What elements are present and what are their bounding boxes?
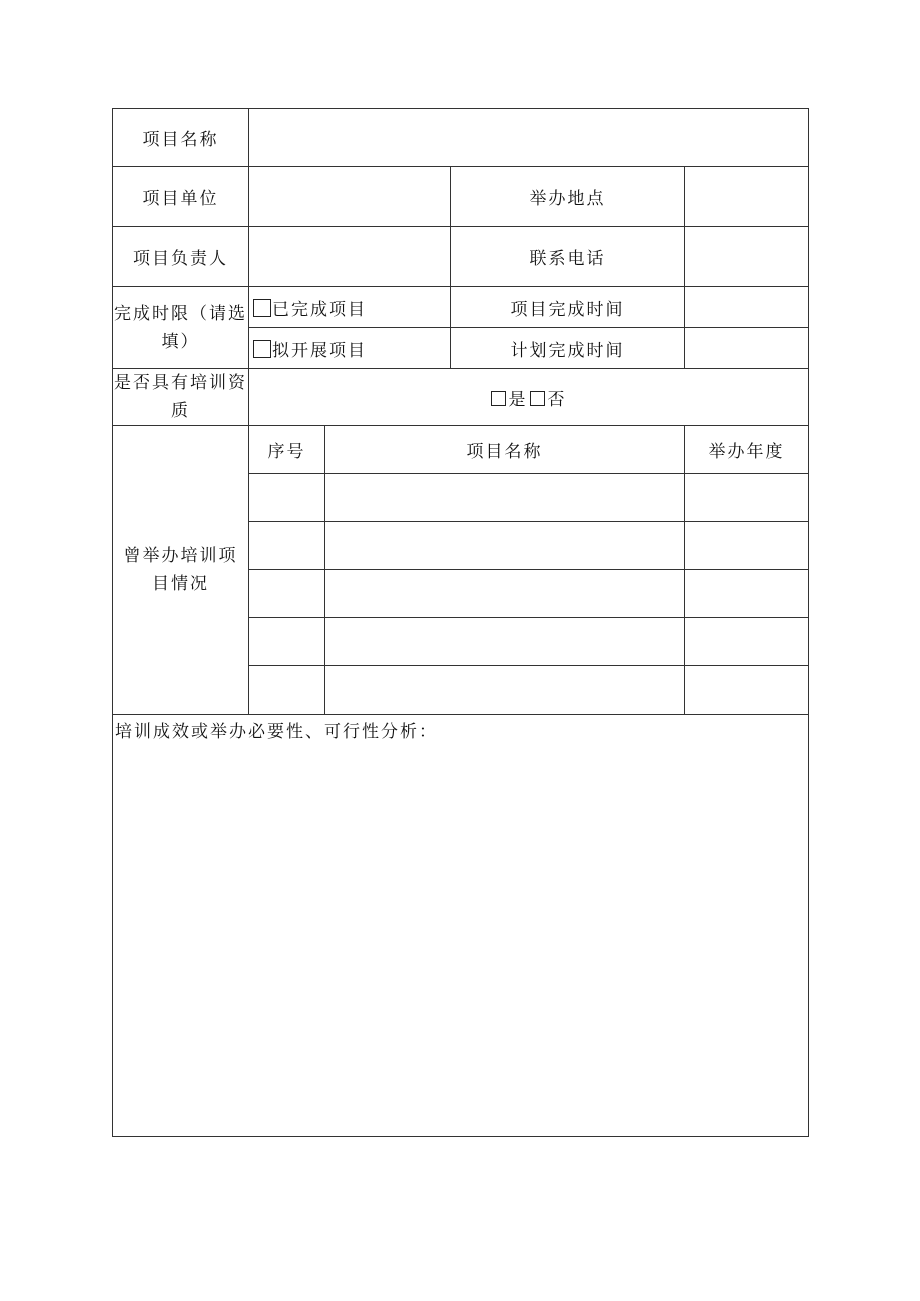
qualification-options: [249, 369, 809, 426]
history-name-cell[interactable]: [325, 666, 685, 715]
venue-label: 举办地点: [451, 167, 685, 227]
completed-checkbox[interactable]: [253, 299, 271, 317]
row-analysis: [113, 715, 809, 1137]
completed-time-label: 项目完成时间: [451, 287, 685, 328]
no-checkbox[interactable]: [530, 391, 545, 406]
planned-time-field[interactable]: [685, 328, 809, 369]
project-name-label: 项目名称: [113, 109, 249, 167]
history-number-cell[interactable]: [249, 618, 325, 666]
history-number-cell[interactable]: [249, 666, 325, 715]
history-header-number: 序号: [249, 426, 325, 474]
completed-option[interactable]: [249, 287, 451, 328]
planned-option[interactable]: [249, 328, 451, 369]
project-unit-field[interactable]: [249, 167, 451, 227]
yes-option-label: 是: [508, 389, 528, 410]
venue-field[interactable]: [685, 167, 809, 227]
qualification-label: 是否具有培训资质: [113, 369, 249, 426]
history-year-cell[interactable]: [685, 570, 809, 618]
history-number-cell[interactable]: [249, 474, 325, 522]
history-header-year: 举办年度: [685, 426, 809, 474]
yes-checkbox[interactable]: [491, 391, 506, 406]
deadline-label: 完成时限（请选填）: [113, 287, 249, 369]
analysis-area[interactable]: [113, 715, 809, 1137]
phone-field[interactable]: [685, 227, 809, 287]
row-history-header: [113, 426, 809, 474]
application-form-table: [112, 108, 809, 1137]
phone-label: 联系电话: [451, 227, 685, 287]
history-header-project-name: 项目名称: [325, 426, 685, 474]
history-name-cell[interactable]: [325, 618, 685, 666]
planned-option-label: 拟开展项目: [272, 340, 367, 361]
history-number-cell[interactable]: [249, 570, 325, 618]
history-number-cell[interactable]: [249, 522, 325, 570]
history-year-cell[interactable]: [685, 666, 809, 715]
leader-label: 项目负责人: [113, 227, 249, 287]
planned-checkbox[interactable]: [253, 340, 271, 358]
row-project-name: [113, 109, 809, 167]
leader-field[interactable]: [249, 227, 451, 287]
history-year-cell[interactable]: [685, 618, 809, 666]
row-project-unit: [113, 167, 809, 227]
history-name-cell[interactable]: [325, 522, 685, 570]
no-option-label: 否: [547, 389, 567, 410]
history-year-cell[interactable]: [685, 474, 809, 522]
history-name-cell[interactable]: [325, 474, 685, 522]
history-label: 曾举办培训项目情况: [113, 426, 249, 715]
history-year-cell[interactable]: [685, 522, 809, 570]
analysis-label: 培训成效或举办必要性、可行性分析：: [115, 722, 438, 742]
row-completed: [113, 287, 809, 328]
planned-time-label: 计划完成时间: [451, 328, 685, 369]
row-leader: [113, 227, 809, 287]
project-name-field[interactable]: [249, 109, 809, 167]
row-qualification: [113, 369, 809, 426]
completed-option-label: 已完成项目: [272, 299, 367, 320]
completed-time-field[interactable]: [685, 287, 809, 328]
project-unit-label: 项目单位: [113, 167, 249, 227]
history-name-cell[interactable]: [325, 570, 685, 618]
